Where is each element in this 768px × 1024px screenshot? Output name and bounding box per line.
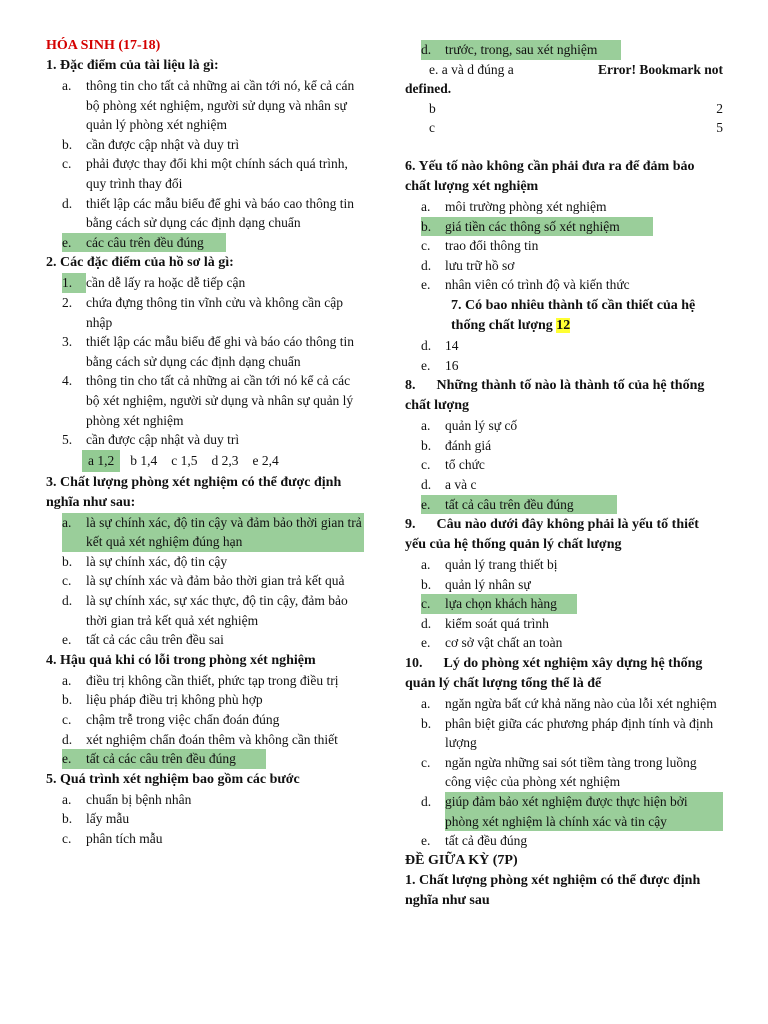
question-4-options [46, 671, 364, 769]
option-6b-highlighted: b. giá tiền các thông số xét nghiệm [421, 217, 653, 237]
option-5d-highlighted: d. trước, trong, sau xét nghiệm [421, 40, 621, 60]
option-1d: d. thiết lập các mẫu biểu để ghi và báo cao thông tin bằng cách sử dụng các định dạng chuẩn [62, 195, 355, 231]
question-7-options [405, 336, 723, 375]
option-3b: b. là sự chính xác, độ tin cậy [62, 553, 228, 569]
option-9a: a. quản lý trang thiết bị [421, 557, 558, 573]
option-1e-highlighted: e. các câu trên đều đúng [62, 233, 226, 253]
question-5-options [46, 790, 364, 849]
question-1: 1. Đặc điểm của tài liệu là gì: [46, 58, 219, 73]
question-9-options [405, 555, 723, 653]
option-10e: e. tất cả đều đúng [421, 833, 528, 849]
left-column [46, 38, 364, 849]
bookmark-error-text: Error! Bookmark not [598, 61, 723, 77]
option-6d: d. lưu trữ hồ sơ [421, 257, 515, 273]
option-9d: d. kiểm soát quá trình [421, 615, 549, 631]
option-5a: a. chuẩn bị bệnh nhân [62, 791, 192, 807]
option-2-1: 1. cần dễ lấy ra hoặc dễ tiếp cận [62, 273, 364, 293]
option-1a: a. thông tin cho tất cả những ai cần tới nó, kể cả cán bộ phòng xét nghiệm, người sử dụng và nhân sự quản lý phòng xét nghiệm [62, 78, 355, 133]
option-5c: c. phân tích mẫu [62, 831, 163, 846]
section-title-midterm: ĐỀ GIỮA KỲ (7P) [405, 852, 518, 868]
question-8: 8. Những thành tố nào là thành tố của hệ thống chất lượng [405, 378, 708, 414]
question-1-options [46, 76, 364, 252]
option-3c: c. là sự chính xác và đảm bảo thời gian trả kết quả [62, 573, 345, 589]
spacer [405, 138, 723, 156]
option-1b: b. cần được cập nhật và duy trì [62, 136, 240, 152]
option-3a-highlighted: a. là sự chính xác, độ tin cậy và đảm bảo thời gian trả kết quả xét nghiệm đúng hạn [62, 513, 364, 552]
option-10a: a. ngăn ngừa bất cứ khả năng nào của lỗi xét nghiệm [421, 696, 717, 712]
answer-a-highlighted: a 1,2 [82, 450, 120, 472]
option-1c: c. phải được thay đổi khi một chính sách quá trình, quy trình thay đổi [62, 156, 348, 191]
option-3e: e. tất cả các câu trên đều sai [62, 632, 224, 648]
question-2-answer-row [88, 450, 364, 472]
question-midterm-1: 1. Chất lượng phòng xét nghiệm có thể được định nghĩa như sau [405, 872, 701, 908]
option-4a: a. điều trị không cần thiết, phức tạp trong điều trị [62, 672, 339, 688]
answer-c: c 1,5 [171, 452, 198, 468]
document-title: HÓA SINH (17-18) [46, 38, 161, 53]
question-6-options [405, 197, 723, 295]
option-8e-highlighted: e. tất cả câu trên đều đúng [421, 495, 617, 515]
right-column [405, 40, 723, 911]
index-line-b: b 2 [429, 100, 723, 116]
answer-b: b 1,4 [130, 452, 158, 468]
question-5: 5. Quá trình xét nghiệm bao gồm các bước [46, 771, 300, 787]
bookmark-error-defined: defined. [405, 81, 452, 97]
question-4: 4. Hậu quả khi có lỗi trong phòng xét nghiệm [46, 652, 316, 668]
question-6: 6. Yếu tố nào không cần phải đưa ra để đảm bảo chất lượng xét nghiệm [405, 158, 695, 194]
question-3: 3. Chất lượng phòng xét nghiệm có thể được định nghĩa như sau: [46, 474, 342, 510]
option-7d: d. 14 [421, 337, 459, 353]
option-5b: b. lấy mẫu [62, 811, 130, 827]
option-2-4: 4. thông tin cho tất cả những ai cần tới nó kể cả các bộ xét nghiệm, người sử dụng và nhân sự quản lý phòng xét nghiệm [62, 373, 354, 428]
bookmark-error-line [429, 60, 723, 80]
question-8-options [405, 416, 723, 514]
option-4d: d. xét nghiệm chẩn đoán thêm và không cần thiết [62, 731, 338, 747]
option-8a: a. quản lý sự cố [421, 418, 518, 434]
question-3-options [46, 513, 364, 650]
option-9c-highlighted: c. lựa chọn khách hàng [421, 594, 577, 614]
option-8b: b. đánh giá [421, 437, 492, 453]
option-3d: d. là sự chính xác, sự xác thực, độ tin cậy, đảm bảo thời gian trả kết quả xét nghiệm [62, 593, 348, 628]
question-10: 10. Lý do phòng xét nghiệm xây dựng hệ thống quản lý chất lượng tổng thể là để [405, 656, 706, 692]
question-9: 9. Câu nào dưới đây không phải là yếu tố thiết yếu của hệ thống quản lý chất lượng [405, 517, 703, 553]
option-2-5: 5. cần được cập nhật và duy trì [62, 432, 240, 448]
option-5e: e. a và d đúng a [429, 61, 514, 77]
option-4e-highlighted: e. tất cả các câu trên đều đúng [62, 749, 266, 769]
option-2-2: 2. chứa đựng thông tin vĩnh cửu và không cần cập nhập [62, 294, 344, 330]
option-6e: e. nhân viên có trình độ và kiến thức [421, 277, 630, 293]
option-10d-highlighted: d. giúp đảm bảo xét nghiệm được thực hiện bởi phòng xét nghiệm là chính xác và tin cậy [421, 792, 723, 831]
option-10b: b. phân biệt giữa các phương pháp định tính và định lượng [421, 715, 714, 751]
option-4c: c. chậm trễ trong việc chẩn đoán đúng [62, 712, 280, 728]
option-9e: e. cơ sở vật chất an toàn [421, 635, 563, 651]
question-2-options [46, 273, 364, 471]
option-9b: b. quản lý nhân sự [421, 576, 531, 592]
index-line-c: c 5 [429, 120, 723, 136]
option-6a: a. môi trường phòng xét nghiệm [421, 198, 607, 214]
option-8d: d. a và c [421, 476, 477, 492]
option-7e: e. 16 [421, 357, 459, 373]
question-7: 7. Có bao nhiêu thành tố cần thiết của hệ thống chất lượng 12 [451, 297, 696, 333]
question-10-options [405, 694, 723, 851]
option-4b: b. liệu pháp điều trị không phù hợp [62, 692, 263, 708]
option-8c: c. tổ chức [421, 457, 485, 473]
answer-d: d 2,3 [211, 452, 239, 468]
answer-e: e 2,4 [252, 452, 279, 468]
option-10c: c. ngăn ngừa những sai sót tiềm tàng trong luồng công việc của phòng xét nghiệm [421, 754, 697, 790]
option-6c: c. trao đổi thông tin [421, 238, 539, 254]
option-2-3: 3. thiết lập các mẫu biểu để ghi và báo cáo thông tin bằng cách sử dụng các định dạng chuẩn [62, 334, 355, 369]
question-2: 2. Các đặc điểm của hồ sơ là gì: [46, 255, 234, 271]
question-7-answer: 12 [556, 317, 571, 333]
